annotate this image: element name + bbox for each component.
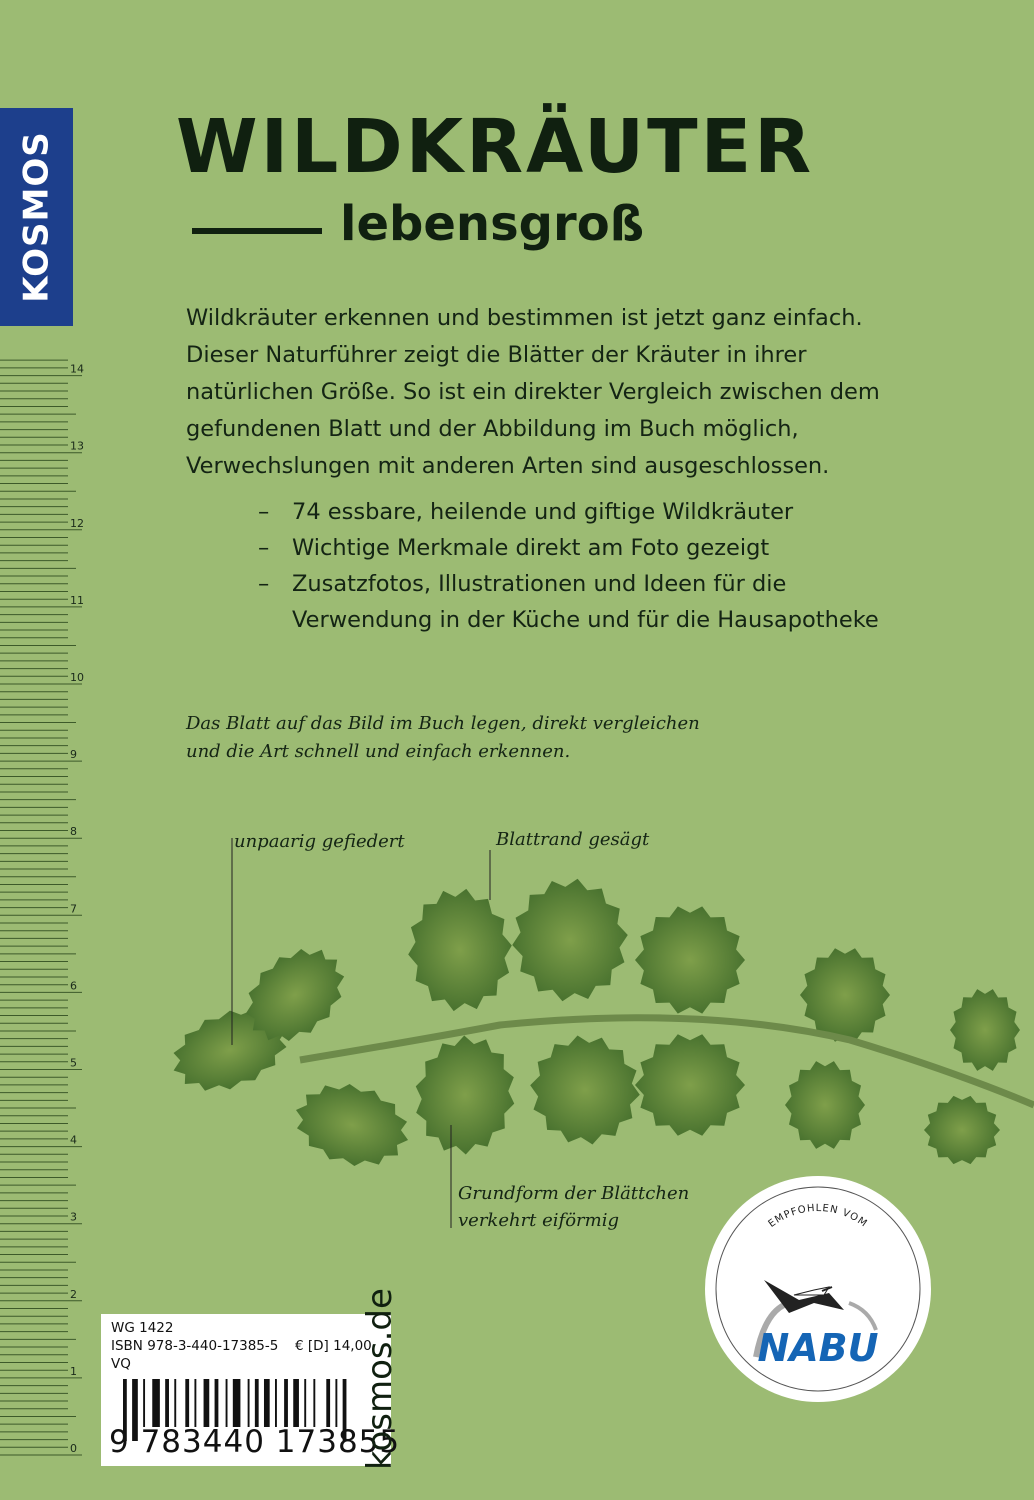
intro-text: Wildkräuter erkennen und bestimmen ist jetzt ganz einfach. Dieser Naturführer zeigt die Blätter der Kräuter in ihrer natürlichen Größe. So ist ein direkter Vergleich zwischen dem gefundenen Blatt und der Abbildung im Buch möglich, Verwechslungen mit anderen Arten sind ausgeschlossen. — [186, 305, 880, 479]
leaflet — [406, 1029, 525, 1162]
leaflet — [785, 1061, 865, 1149]
barcode-bar — [152, 1379, 160, 1427]
barcode-bar — [174, 1379, 176, 1427]
barcode-bar — [304, 1379, 306, 1427]
book-title: WILDKRÄUTER — [176, 104, 815, 190]
barcode-bar — [194, 1379, 196, 1427]
barcode-bar — [255, 1379, 259, 1427]
feature-item: – Zusatzfotos, Illustrationen und Ideen für die Verwendung in der Küche und für die Hausapotheke — [258, 566, 898, 638]
ruler-label: 12 — [70, 516, 84, 530]
ruler-label: 0 — [70, 1442, 77, 1455]
ruler-label: 7 — [70, 902, 77, 916]
ruler-label: 3 — [70, 1210, 77, 1224]
ruler-label: 10 — [70, 671, 84, 684]
barcode-bar — [326, 1379, 330, 1427]
barcode-bar — [143, 1379, 145, 1427]
ruler-label: 8 — [70, 825, 77, 839]
ruler-label: 11 — [70, 593, 84, 607]
leaflet — [403, 885, 517, 1014]
barcode-bar — [204, 1379, 210, 1427]
barcode-bar — [275, 1379, 277, 1427]
ruler-label: 4 — [70, 1133, 77, 1147]
barcode-bar — [335, 1379, 337, 1427]
barcode-bar — [264, 1379, 270, 1427]
annotation-shape: Grundform der Blättchen verkehrt eiförmig — [458, 1183, 690, 1231]
ruler-label: 14 — [70, 362, 84, 376]
book-subtitle: lebensgroß — [340, 196, 645, 252]
price-label: WG 1422 ISBN 978-3-440-17385-5 € [D] 14,00 VQ 9 783440 173855 — [101, 1314, 391, 1466]
svg-text:EMPFOHLEN VOM: EMPFOHLEN VOM — [766, 1202, 870, 1230]
feature-item: – 74 essbare, heilende und giftige Wildkräuter — [258, 494, 898, 530]
ruler-label: 2 — [70, 1287, 77, 1301]
nabu-badge — [704, 1175, 932, 1403]
caption: Das Blatt auf das Bild im Buch legen, direkt vergleichen und die Art schnell und einfach erkennen. — [186, 713, 700, 762]
barcode-bar — [226, 1379, 228, 1427]
barcode-bar — [313, 1379, 315, 1427]
barcode-digits: 9 783440 173855 — [109, 1424, 401, 1460]
leaflet — [635, 906, 745, 1013]
barcode-bar — [185, 1379, 189, 1427]
leaflet — [526, 1032, 645, 1148]
barcode-bar — [284, 1379, 288, 1427]
annotation-serrated: Blattrand gesägt — [496, 829, 650, 850]
leaflet — [507, 875, 633, 1005]
barcode-bar — [165, 1379, 169, 1427]
barcode-bar — [248, 1379, 250, 1427]
leaflet — [800, 948, 890, 1042]
leaflet — [635, 1034, 745, 1135]
ruler-label: 9 — [70, 748, 77, 762]
leaflet — [286, 1072, 418, 1177]
barcode-bar — [233, 1379, 241, 1427]
leaflet — [950, 989, 1020, 1071]
ruler-label: 5 — [70, 1056, 77, 1070]
annotation-pinnate: unpaarig gefiedert — [234, 831, 405, 852]
kosmos-logo: KOSMOS — [0, 108, 73, 326]
website: kosmos.de — [360, 1288, 400, 1470]
leaflet — [924, 1096, 1000, 1164]
barcode-bar — [293, 1379, 299, 1427]
ruler-label: 1 — [70, 1364, 77, 1378]
feature-item: – Wichtige Merkmale direkt am Foto gezeigt — [258, 530, 898, 566]
ruler-label: 6 — [70, 979, 77, 993]
barcode-bar — [215, 1379, 219, 1427]
ruler-label: 13 — [70, 439, 84, 453]
svg-text:NABU: NABU — [757, 1326, 879, 1370]
